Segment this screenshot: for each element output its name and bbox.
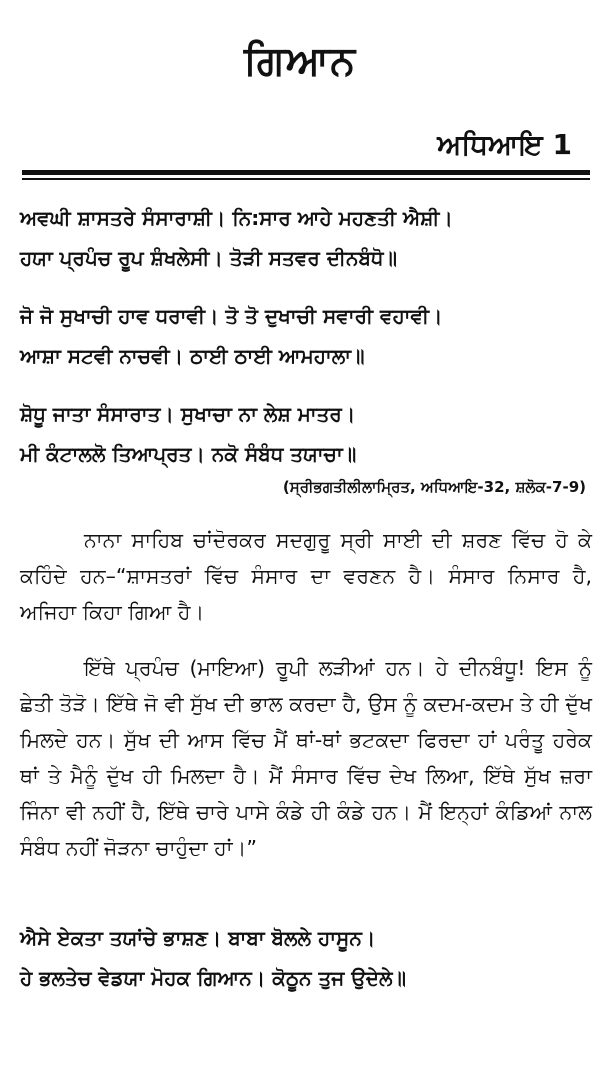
verse-block-4 [20,918,592,998]
heading-rule-thick [22,170,590,175]
verse-block-1 [20,198,592,278]
heading-rule-thin [22,178,590,180]
paragraph-2: ਇੱਥੇ ਪ੍ਰਪੰਚ (ਮਾਇਆ) ਰੂਪੀ ਲੜੀਆਂ ਹਨ। ਹੇ ਦੀਨਬੰਧੂ! ਇਸ ਨੂੰ ਛੇਤੀ ਤੋੜੋ। ਇੱਥੇ ਜੋ ਵੀ ਸੁੱਖ ਦੀ ਭਾਲ ਕਰਦਾ ਹੈ, ਉਸ ਨੂੰ ਕਦਮ-ਕਦਮ ਤੇ ਹੀ ਦੁੱਖ ਮਿਲਦੇ ਹਨ। ਸੁੱਖ ਦੀ ਆਸ ਵਿੱਚ ਮੈਂ ਥਾਂ-ਥਾਂ ਭਟਕਦਾ ਫਿਰਦਾ ਹਾਂ ਪਰੰਤੂ ਹਰੇਕ ਥਾਂ ਤੇ ਮੈਨੂੰ ਦੁੱਖ ਹੀ ਮਿਲਦਾ ਹੈ। ਮੈਂ ਸੰਸਾਰ ਵਿੱਚ ਦੇਖ ਲਿਆ, ਇੱਥੇ ਸੁੱਖ ਜ਼ਰਾ ਜਿੰਨਾ ਵੀ ਨਹੀਂ ਹੈ, ਇੱਥੇ ਚਾਰੇ ਪਾਸੇ ਕੰਡੇ ਹੀ ਕੰਡੇ ਹਨ। ਮੈਂ ਇਨ੍ਹਾਂ ਕੰਡਿਆਂ ਨਾਲ ਸੰਬੰਧ ਨਹੀਂ ਜੋੜਨਾ ਚਾਹੁੰਦਾ ਹਾਂ।” [20,656,592,860]
verse-block-3 [20,394,592,474]
verse-line: ਹਯਾ ਪ੍ਰਪੰਚ ਰੂਪ ਸ਼ੰਖਲੇਸੀ। ਤੋੜੀ ਸਤਵਰ ਦੀਨਬੰਧੋ॥ [20,246,398,270]
verse-citation: (ਸ੍ਰੀਭਗਤੀਲੀਲਾਮ੍ਰਿਤ, ਅਧਿਆਇ-32, ਸ਼ਲੋਕ-7-9) [282,478,586,496]
verse-line: ਹੇ ਭਲਤੇਚ ਵੇਡਯਾ ਮੋਹਕ ਗਿਆਨ। ਕੋਠੂਨ ਤੁਜ ਉਦੇਲੇ॥ [20,966,407,990]
verse-line: ਅਵਘੀ ਸ਼ਾਸਤਰੇ ਸੰਸਾਰਾਸ਼ੀ। ਨਿ:ਸਾਰ ਆਹੇ ਮਹਣਤੀ ਐਸ਼ੀ। [20,206,453,230]
chapter-heading: ਅਧਿਆਇ 1 [437,128,572,161]
verse-line: ਮੀ ਕੰਟਾਲਲੋ ਤਿਆਪ੍ਰਤ। ਨਕੋ ਸੰਬੰਧ ਤਯਾਚਾ॥ [20,442,357,466]
paragraph-1: ਨਾਨਾ ਸਾਹਿਬ ਚਾਂਦੋਰਕਰ ਸਦਗੁਰੂ ਸ੍ਰੀ ਸਾਈ ਦੀ ਸ਼ਰਣ ਵਿੱਚ ਹੋ ਕੇ ਕਹਿੰਦੇ ਹਨ–“ਸ਼ਾਸਤਰਾਂ ਵਿੱਚ ਸੰਸਾਰ ਦਾ ਵਰਣਨ ਹੈ। ਸੰਸਾਰ ਨਿਸਾਰ ਹੈ, ਅਜਿਹਾ ਕਿਹਾ ਗਿਆ ਹੈ। [20,528,592,624]
verse-line: ਆਸ਼ਾ ਸਟਵੀ ਨਾਚਵੀ। ਠਾਈ ਠਾਈ ਆਮਹਾਲਾ॥ [20,344,365,368]
verse-line: ਜੋ ਜੋ ਸੁਖਾਚੀ ਹਾਵ ਧਰਾਵੀ। ਤੋ ਤੋ ਦੁਖਾਚੀ ਸਵਾਰੀ ਵਹਾਵੀ। [20,304,443,328]
page-title: ਗਿਆਨ [243,38,357,84]
verse-block-2 [20,296,592,376]
verse-line: ਸ਼ੋਧੂ ਜਾਤਾ ਸੰਸਾਰਾਤ। ਸੁਖਾਚਾ ਨਾ ਲੇਸ਼ ਮਾਤਰ। [20,402,356,426]
verse-line: ਐਸੇ ਏਕਤਾ ਤਯਾਂਚੇ ਭਾਸ਼ਣ। ਬਾਬਾ ਬੋਲਲੇ ਹਾਸੂਨ। [20,926,376,950]
